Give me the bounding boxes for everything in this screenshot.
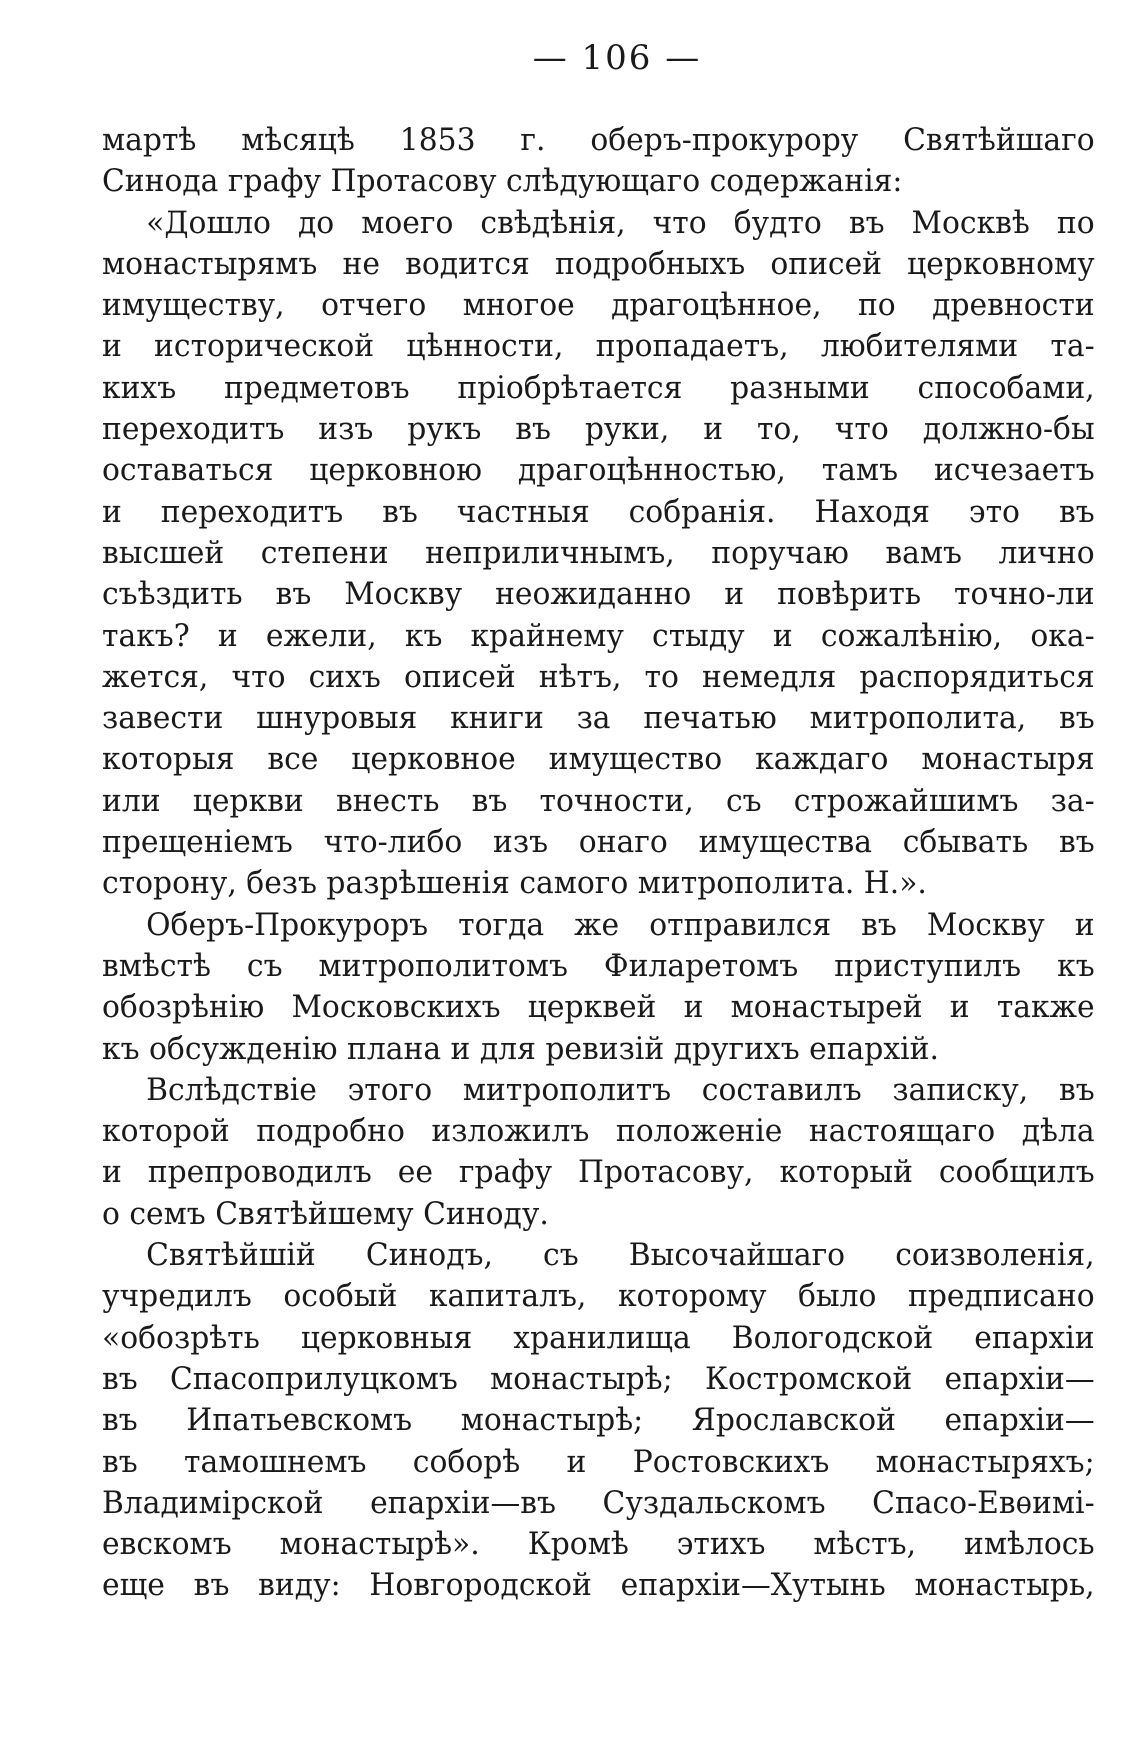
text-line: высшей степени неприличнымъ, поручаю вамъ лично: [102, 534, 1095, 571]
text-line: или церкви внесть въ точности, съ строжайшимъ за-: [102, 782, 1095, 819]
text-line: вмѣстѣ съ митрополитомъ Филаретомъ приступилъ къ: [102, 947, 1095, 984]
text-line: мартѣ мѣсяцѣ 1853 г. оберъ-прокурору Святѣйшаго: [102, 122, 1095, 158]
text-line: съѣздить въ Москву неожиданно и повѣрить точно-ли: [102, 576, 1095, 613]
text-line: къ обсужденію плана и для ревизій другихъ епархій.: [102, 1030, 939, 1067]
paragraph-vsledstvie: [102, 1070, 1095, 1235]
text-line: учредилъ особый капиталъ, которому было предписано: [102, 1278, 1095, 1315]
text-line: еще въ виду: Новгородской епархіи—Хутынь монастырь,: [102, 1567, 1095, 1604]
text-line: Синода графу Протасову слѣдующаго содержанія:: [102, 163, 903, 200]
text-line: Оберъ-Прокуроръ тогда же отправился въ Москву и: [146, 906, 1095, 943]
paragraph-ober-prokuror: [102, 905, 1095, 1070]
text-line: въ тамошнемъ соборѣ и Ростовскихъ монастыряхъ;: [102, 1443, 1095, 1480]
text-line: которыя все церковное имущество каждаго монастыря: [102, 741, 1095, 778]
text-line: имуществу, отчего многое драгоцѣнное, по древности: [102, 287, 1095, 324]
text-line: Владимірской епархіи—въ Суздальскомъ Спасо-Евѳимі-: [102, 1484, 1095, 1521]
text-line: и переходитъ въ частныя собранія. Находя это въ: [102, 493, 1095, 530]
text-line: о семъ Святѣйшему Синоду.: [102, 1195, 549, 1232]
text-line: оставаться церковною драгоцѣнностью, тамъ исчезаетъ: [102, 452, 1095, 489]
text-line: жется, что сихъ описей нѣтъ, то немедля распорядиться: [102, 658, 1095, 695]
paragraph-quote: [102, 203, 1095, 905]
paragraph-sinod: [102, 1235, 1095, 1607]
text-line: въ Спасоприлуцкомъ монастырѣ; Костромской епархіи—: [102, 1360, 1095, 1397]
text-line: кихъ предметовъ пріобрѣтается разными способами,: [102, 369, 1095, 406]
text-line: «обозрѣть церковныя хранилища Вологодской епархіи: [102, 1319, 1095, 1356]
book-page: [102, 36, 1095, 1607]
text-line: въ Ипатьевскомъ монастырѣ; Ярославской епархіи—: [102, 1402, 1095, 1439]
text-line: переходитъ изъ рукъ въ руки, и то, что должно-бы: [102, 411, 1095, 448]
text-line: монастырямъ не водится подробныхъ описей церковному: [102, 245, 1095, 282]
text-line: прещеніемъ что-либо изъ онаго имущества сбывать въ: [102, 824, 1095, 861]
text-line: и препроводилъ ее графу Протасову, который сообщилъ: [102, 1154, 1095, 1191]
text-line: Вслѣдствіе этого митрополитъ составилъ записку, въ: [146, 1071, 1095, 1108]
text-line: и исторической цѣнности, пропадаетъ, любителями та-: [102, 328, 1095, 365]
text-line: завести шнуровыя книги за печатью митрополита, въ: [102, 700, 1095, 737]
text-line: которой подробно изложилъ положеніе настоящаго дѣла: [102, 1113, 1095, 1150]
text-line: обозрѣнію Московскихъ церквей и монастырей и также: [102, 989, 1095, 1026]
text-line: Святѣйшій Синодъ, съ Высочайшаго соизволенія,: [146, 1237, 1095, 1274]
text-line: евскомъ монастырѣ». Кромѣ этихъ мѣстъ, имѣлось: [102, 1526, 1095, 1563]
paragraph-intro: [102, 120, 1095, 203]
text-line: сторону, безъ разрѣшенія самого митрополита. Н.».: [102, 865, 927, 902]
text-line: «Дошло до моего свѣдѣнія, что будто въ Москвѣ по: [146, 204, 1095, 241]
text-line: такъ? и ежели, къ крайнему стыду и сожалѣнію, ока-: [102, 617, 1095, 654]
page-number: — 106 —: [532, 38, 702, 78]
